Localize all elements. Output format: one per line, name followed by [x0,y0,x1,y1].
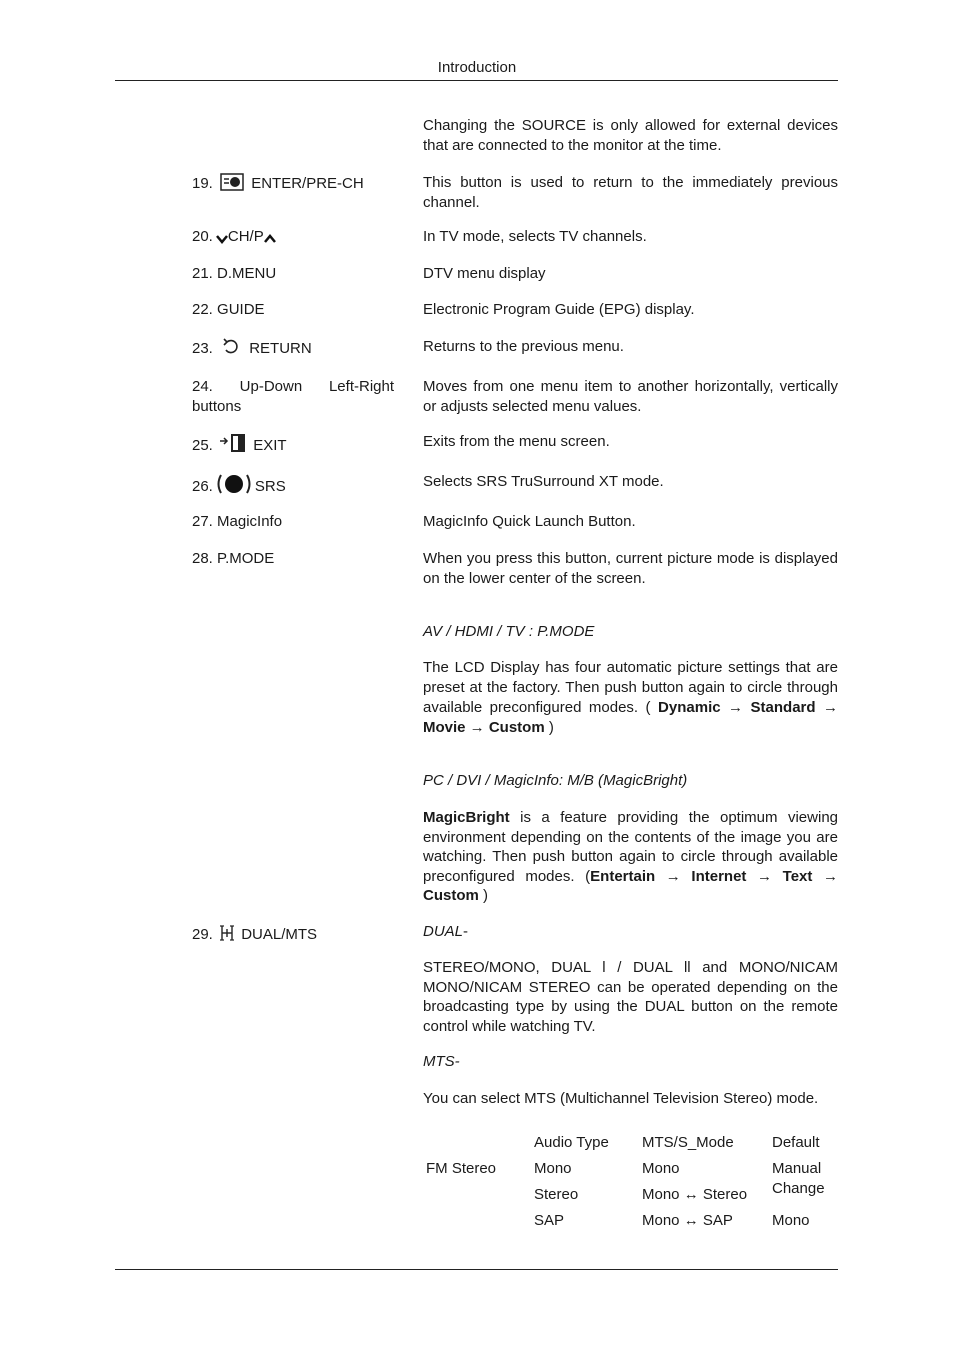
source-note: Changing the SOURCE is only allowed for external devices that are connected to the monitor at the time. [423,117,838,154]
item-19-desc: This button is used to return to the immediately previous channel. [423,174,838,211]
dual-mts-icon [219,924,235,948]
item-24-label: 24. Up-Down Left-Right buttons [192,378,394,415]
item-23-desc: Returns to the previous menu. [423,338,624,355]
page-header-title: Introduction [437,59,517,76]
return-icon [223,338,239,362]
default-mono: Mono [772,1212,810,1229]
enter-prech-icon [220,173,244,197]
dual-heading: DUAL- [423,923,469,940]
item-27-label: 27. MagicInfo [192,513,283,530]
mts-table [426,1133,838,1233]
table-cell: Mono [534,1160,572,1177]
mts-text: You can select MTS (Multichannel Television Stereo) mode. [423,1090,819,1107]
channel-up-icon [264,230,276,250]
item-28-label: 28. P.MODE [192,550,275,567]
pc-magicbright-heading: PC / DVI / MagicInfo: M/B (MagicBright) [423,772,688,789]
item-26-desc: Selects SRS TruSurround XT mode. [423,473,664,490]
item-23-label: 23. RETURN [192,338,402,362]
av-pmode-heading: AV / HDMI / TV : P.MODE [423,623,595,640]
item-22-desc: Electronic Program Guide (EPG) display. [423,301,695,318]
item-20-desc: In TV mode, selects TV channels. [423,228,647,245]
exit-icon [219,433,247,459]
item-29-label: 29. DUAL/MTS [192,924,402,948]
group-fm-stereo: FM Stereo [426,1160,497,1177]
mts-heading: MTS- [423,1053,460,1070]
table-cell: SAP [534,1212,565,1229]
magicbright-text: MagicBright is a feature providing the optimum viewing environment depending on the contents of the image you are watching. Then push button again to circle through available preconfigured modes. (Entertain → Internet → Text → Custom ) [423,809,838,905]
item-19-label: 19. ENTER/PRE-CH [192,173,402,197]
channel-down-icon [216,230,228,250]
item-21-label: 21. D.MENU [192,265,277,282]
item-26-label: 26. SRS [192,473,402,501]
item-24-desc: Moves from one menu item to another horizontally, vertically or adjusts selected menu values. [423,378,838,415]
table-cell: Mono ↔ Stereo [642,1186,748,1203]
item-28-desc: When you press this button, current picture mode is displayed on the lower center of the screen. [423,550,838,587]
col-header-default: Default [772,1134,820,1151]
item-27-desc: MagicInfo Quick Launch Button. [423,513,636,530]
dual-text: STEREO/MONO, DUAL l / DUAL ll and MONO/NICAM MONO/NICAM STEREO can be operated depending on the broadcasting type by using the DUAL button on the remote control while watching TV. [423,959,838,1035]
table-cell: Mono ↔ SAP [642,1212,733,1229]
col-header-audio-type: Audio Type [534,1134,609,1151]
item-22-label: 22. GUIDE [192,301,265,318]
item-21-desc: DTV menu display [423,265,546,282]
item-25-label: 25. EXIT [192,433,402,459]
table-cell: Mono [642,1160,680,1177]
item-25-desc: Exits from the menu screen. [423,433,610,450]
item-20-label: 20. CH/P [192,227,402,250]
default-manual-change: Manual Change [772,1160,825,1197]
footer-rule [115,1269,838,1270]
table-cell: Stereo [534,1186,579,1203]
srs-icon [215,473,253,501]
av-pmode-text: The LCD Display has four automatic picture settings that are preset at the factory. Then push button again to circle through available preconfigured modes. ( Dynamic → Standard → Movie → Custom ) [423,659,839,736]
header-rule [115,80,838,81]
col-header-mts-mode: MTS/S_Mode [642,1134,734,1151]
